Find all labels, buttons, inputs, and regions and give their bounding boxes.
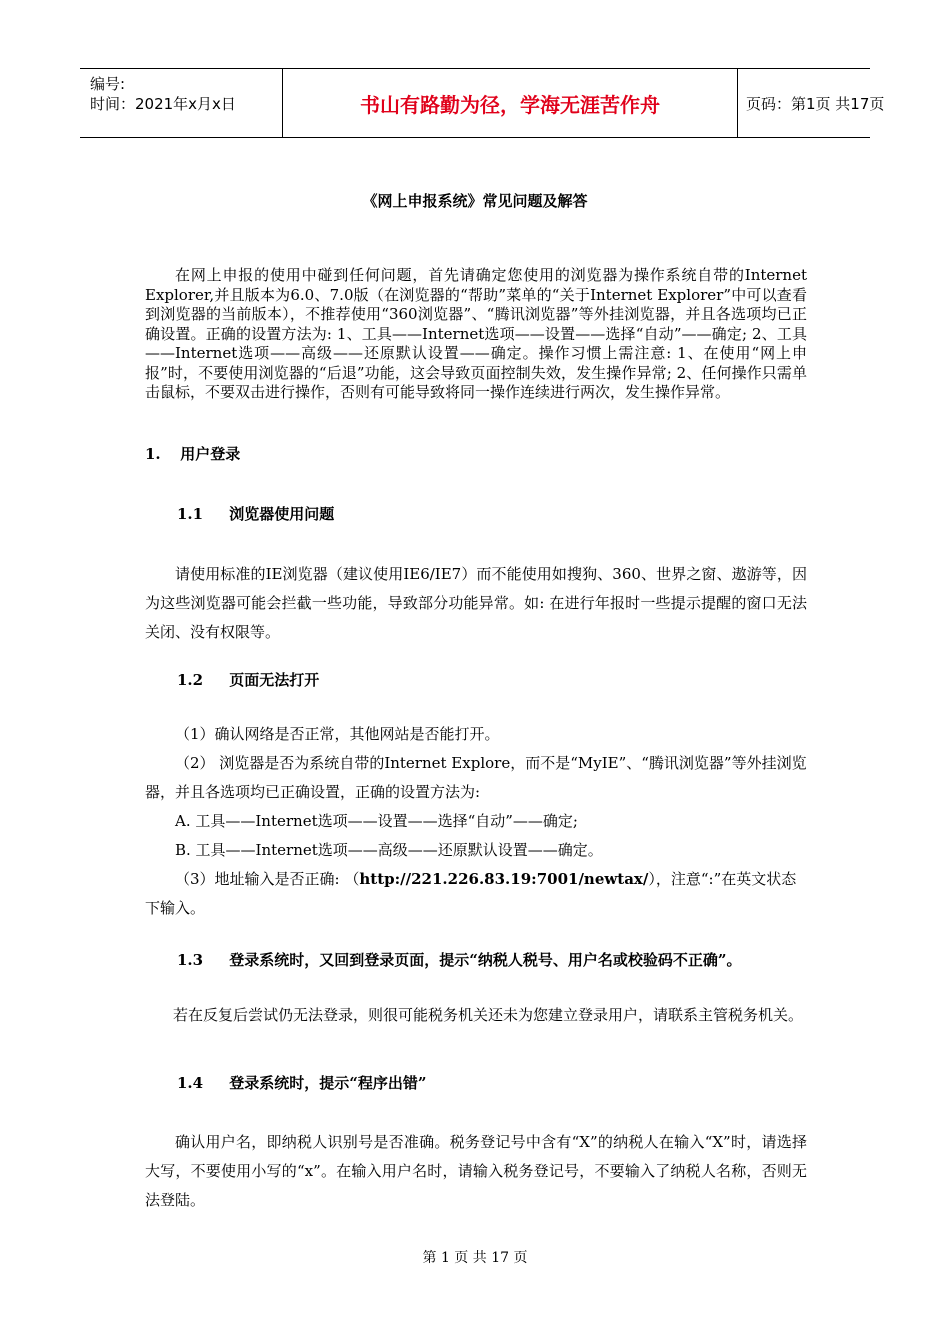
number-label: 编号: [90, 75, 126, 93]
list-item-1: （1）确认网络是否正常，其他网站是否能打开。 [175, 725, 500, 743]
date-label: 时间：2021年x月x日 [90, 95, 236, 113]
header-motto-cell [283, 69, 738, 137]
section-title: 浏览器使用问题 [229, 505, 335, 523]
login-failure-paragraph: 若在反复后尝试仍无法登录，则很可能税务机关还未为您建立登录用户，请联系主管税务机关。 [173, 1006, 804, 1024]
browser-usage-paragraph: 请使用标准的IE浏览器（建议使用IE6/IE7）而不能使用如搜狗、360、世界之窗、遨游等，因为这些浏览器可能会拦截一些功能，导致部分功能异常。如: 在进行年报时一些提示提醒的窗口无法关闭、没有权限等。 [145, 565, 807, 641]
intro-paragraph: 在网上申报的使用中碰到任何问题，首先请确定您使用的浏览器为操作系统自带的Internet Explorer,并且版本为6.0、7.0版（在浏览器的“帮助”菜单的“关于Internet Explorer”中可以查看到浏览器的当前版本），不推荐使用“360浏览器”、“腾讯浏览器”等外挂浏览器，并且各选项均已正确设置。正确的设置方法为: 1、工具——Internet选项——设置——选择“自动”——确定; 2、工具——Internet选项——高级——还原默认设置——确定。操作习惯上需注意: 1、在使用“网上申报”时，不要使用浏览器的“后退”功能，这会导致页面控制失效，发生操作异常; 2、任何操作只需单击鼠标，不要双击进行操作，否则有可能导致将同一操作连续进行两次，发生操作异常。 [145, 266, 807, 401]
section-number: 1.2 [177, 671, 204, 689]
header-meta-cell [80, 69, 283, 137]
section-1-3-heading [177, 949, 742, 970]
section-number: 1. [145, 445, 161, 463]
url-link[interactable]: http://221.226.83.19:7001/newtax/ [359, 870, 649, 888]
section-title: 用户登录 [180, 445, 241, 463]
page-info: 页码：第1页 共17页 [746, 94, 885, 113]
list-item-2: （2） 浏览器是否为系统自带的Internet Explore，而不是“MyIE”、“腾讯浏览器”等外挂浏览器，并且各选项均已正确设置，正确的设置方法为: [145, 754, 807, 801]
section-title: 登录系统时，又回到登录页面，提示“纳税人税号、用户名或校验码不正确”。 [229, 951, 742, 969]
list-item-a: A. 工具——Internet选项——设置——选择“自动”——确定; [175, 812, 578, 830]
section-title: 登录系统时，提示“程序出错” [229, 1074, 427, 1092]
program-error-paragraph: 确认用户名，即纳税人识别号是否准确。税务登记号中含有“X”的纳税人在输入“X”时，请选择大写，不要使用小写的“x”。在输入用户名时，请输入税务登记号，不要输入了纳税人名称，否则无法登陆。 [145, 1133, 807, 1209]
page-footer: 第 1 页 共 17 页 [422, 1250, 528, 1266]
list-item-3 [145, 865, 807, 923]
section-number: 1.4 [177, 1074, 204, 1092]
header-page-cell [738, 69, 885, 137]
address-prefix: （3）地址输入是否正确: （ [175, 870, 360, 888]
list-item-b: B. 工具——Internet选项——高级——还原默认设置——确定。 [175, 841, 603, 859]
section-title: 页面无法打开 [229, 671, 320, 689]
section-number: 1.3 [177, 951, 204, 969]
section-1-1-heading [177, 503, 334, 524]
page-header [80, 68, 885, 138]
section-1-heading [145, 443, 240, 464]
address-suffix: ），注意“:”在英文状态下输入。 [145, 870, 797, 917]
section-1-2-heading [177, 669, 319, 690]
motto-text: 书山有路勤为径，学海无涯苦作舟 [360, 92, 660, 117]
section-1-4-heading [177, 1072, 427, 1093]
section-number: 1.1 [177, 505, 204, 523]
document-title: 《网上申报系统》常见问题及解答 [362, 192, 588, 210]
